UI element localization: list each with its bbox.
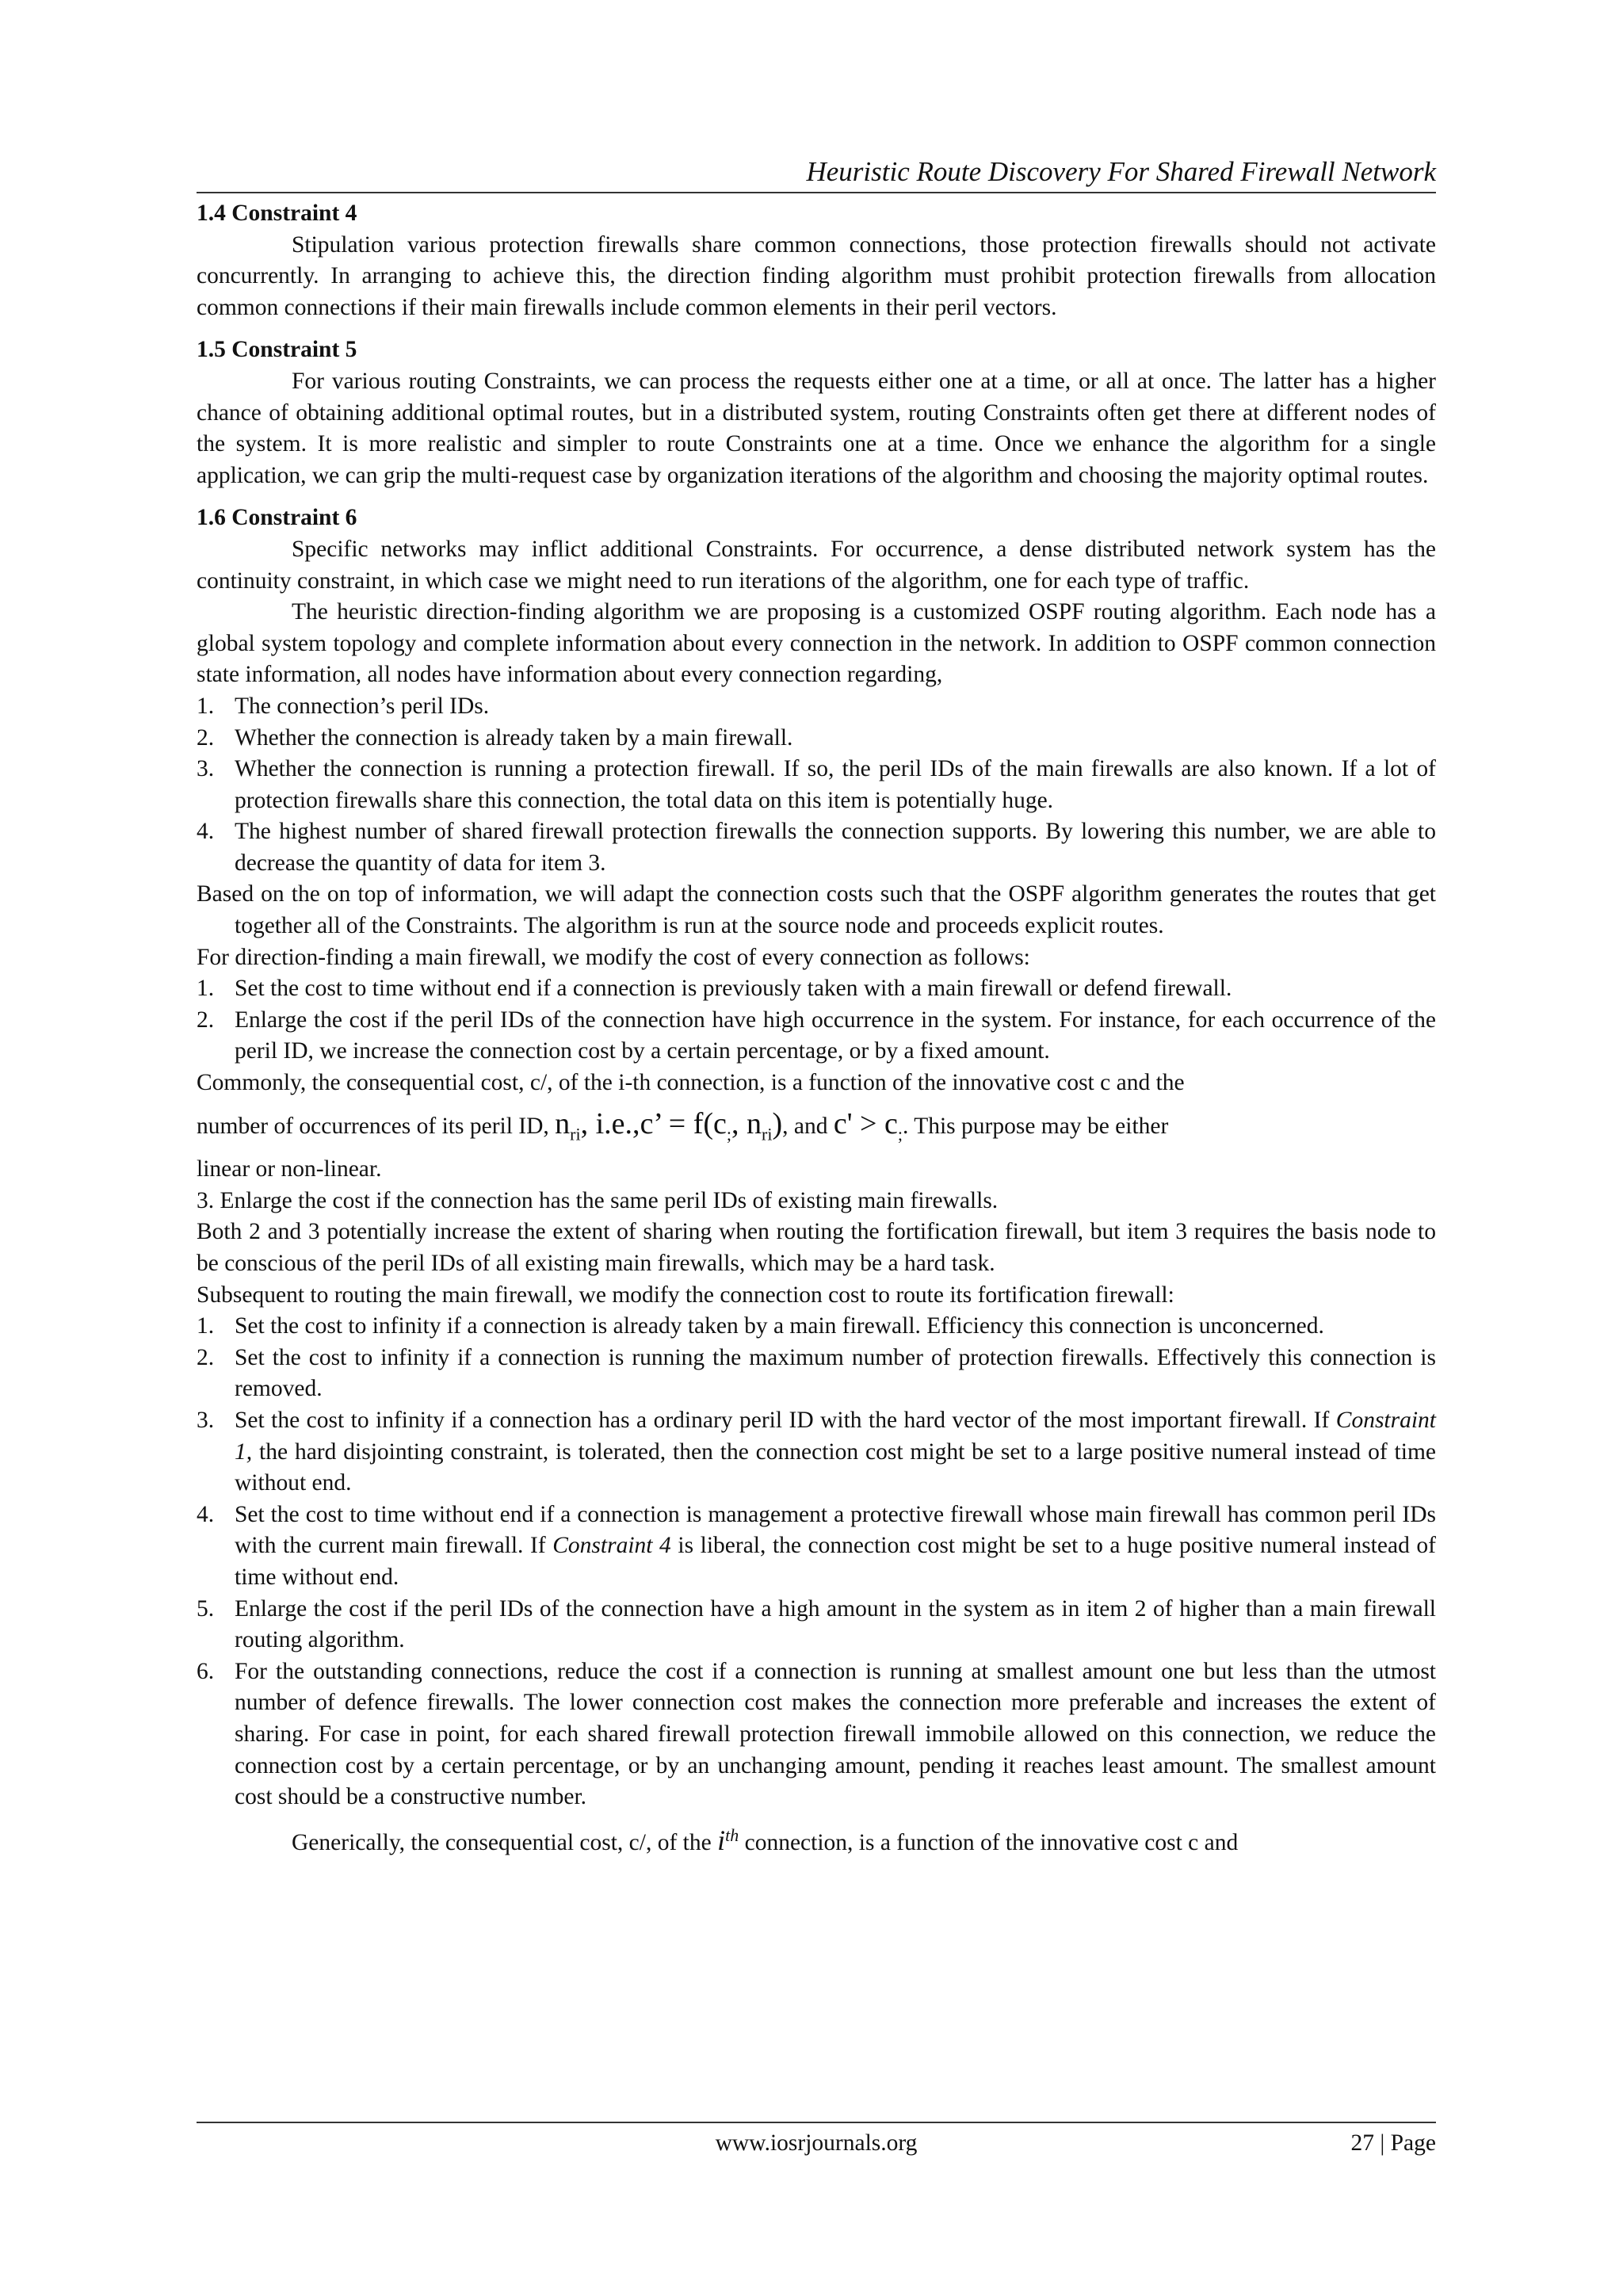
math-comma: , [731,1106,747,1140]
page-number: 27 | Page [1350,2130,1436,2156]
list-text: Set the cost to infinity if a connection is already taken by a main firewall. Efficiency this connection is unconcerned. [235,1313,1324,1339]
list-text: Whether the connection is running a protection firewall. If so, the peril IDs of the main firewalls are also known. If a lot of protection firewalls share this connection, the total data on this item is potentially huge. [235,756,1436,813]
list-emphasis: Constraint 4 [552,1533,671,1559]
list-text: The highest number of shared firewall protection firewalls the connection supports. By lowering this number, we are able to decrease the quantity of data for item 3. [235,819,1436,876]
list-item [197,1343,1436,1405]
paragraph: Specific networks may inflict additional Constraints. For occurrence, a dense distributed network system has the continuity constraint, in which case we might need to run iterations of the algorithm, one for each type of traffic. [197,536,1436,594]
math-sup-th: th [725,1824,739,1845]
paragraph: For various routing Constraints, we can process the requests either one at a time, or all at once. The latter has a higher chance of obtaining additional optimal routes, but in a distributed system, routing Constraints often get there at different nodes of the system. It is more realistic and simpler to route Constraints one at a time. Once we enhance the algorithm for a single application, we can grip the multi-request case by organization iterations of the algorithm and choosing the majority optimal routes. [197,368,1436,488]
list-number: 3. [197,1407,215,1433]
list-number: 4. [197,1501,215,1527]
list-emphasis: Constraint 1, [235,1407,1436,1465]
list-number: 1. [197,693,215,719]
section-heading-1-6: 1.6 Constraint 6 [197,505,357,531]
math-c-prime: c’ [640,1106,662,1140]
list-item [197,1186,1436,1217]
list-item [197,1311,1436,1343]
paragraph: Both 2 and 3 potentially increase the extent of sharing when routing the fortification firewall, but item 3 requires the basis node to be conscious of the peril IDs of all existing main firewalls, which may be a hard task. [197,1219,1436,1276]
list-text: Enlarge the cost if the peril IDs of the connection have a high amount in the system as in item 2 of higher than a main firewall routing algorithm. [235,1595,1436,1653]
header-rule [197,192,1436,193]
paragraph: Commonly, the consequential cost, c/, of the i-th connection, is a function of the innovative cost c and the [197,1070,1185,1096]
math-paren: ( [703,1106,714,1140]
list-item [197,691,1436,723]
math-n: n [555,1106,571,1140]
math-ie: , i.e., [580,1106,640,1140]
list-number: 5. [197,1595,215,1622]
list-text: the hard disjointing constraint, is tolerated, then the connection cost might be set to a large positive numeral instead of time without end. [235,1438,1436,1496]
formula-text: . This purpose may be either [902,1113,1169,1139]
paragraph [197,1820,1436,1859]
list-text: Enlarge the cost if the connection has the same peril IDs of existing main firewalls. [220,1187,999,1213]
formula-math [555,1106,783,1144]
list-number: 4. [197,819,215,845]
list-number: 2. [197,1007,215,1033]
numbered-list [197,973,1436,1068]
math-paren: ) [772,1106,783,1140]
formula-math [833,1106,903,1144]
list-text: The connection’s peril IDs. [235,693,490,719]
section-heading-1-5: 1.5 Constraint 5 [197,337,357,363]
paragraph-text: Generically, the consequential cost, c/, of the [292,1829,718,1855]
math-sub-ri: ri [570,1124,581,1144]
list-number: 2. [197,1344,215,1370]
list-number: 3. [197,756,215,782]
list-item [197,1594,1436,1656]
list-text: Enlarge the cost if the peril IDs of the connection have high occurrence in the system. For instance, for each occurrence of the peril ID, we increase the connection cost by a certain percentage, or by a fixed amount. [235,1007,1436,1064]
math-sub: ; [726,1124,732,1144]
paragraph: For direction-finding a main firewall, we modify the cost of every connection as follows: [197,944,1030,970]
list-item [197,723,1436,755]
list-item [197,816,1436,879]
list-item [197,973,1436,1005]
numbered-list [197,1311,1436,1813]
math-sub-ri: ri [762,1124,773,1144]
list-text: Set the cost to time without end if a connection is management a protective firewall whose main firewall has common peril IDs with the current main firewall. If [235,1501,1436,1559]
list-text: Set the cost to infinity if a connection is running the maximum number of protection firewalls. Effectively this connection is removed. [235,1344,1436,1402]
math-f: f [693,1106,704,1140]
formula-text: , and [782,1113,834,1139]
paragraph: Subsequent to routing the main firewall, we modify the connection cost to route its fortification firewall: [197,1282,1174,1308]
math-inequality: c' > c [833,1106,898,1140]
list-item [197,1656,1436,1813]
numbered-list [197,691,1436,880]
formula-line [197,1104,1436,1155]
paragraph-text: connection, is a function of the innovative cost c and [739,1829,1239,1855]
list-item [197,1005,1436,1068]
list-text: Set the cost to infinity if a connection has a ordinary peril ID with the hard vector of the most important firewall. If [235,1407,1336,1433]
list-number: 2. [197,724,215,751]
list-text: Set the cost to time without end if a connection is previously taken with a main firewall or defend firewall. [235,976,1232,1002]
math-i: i [717,1824,726,1856]
list-text: Whether the connection is already taken by a main firewall. [235,724,793,751]
list-number: 3. [197,1187,215,1213]
page-body [197,198,1436,1859]
section-heading-1-4: 1.4 Constraint 4 [197,201,357,226]
list-text: is liberal, the connection cost might be set to a huge positive numeral instead of time without end. [235,1533,1436,1590]
math-c: c [713,1106,727,1140]
numbered-list [197,1186,1436,1217]
math-equals: = [661,1106,693,1140]
running-header: Heuristic Route Discovery For Shared Firewall Network [806,156,1436,187]
paragraph: The heuristic direction-finding algorithm we are proposing is a customized OSPF routing algorithm. Each node has a global system topology and complete information about every connection in the network. In addition to OSPF common connection state information, all nodes have information about every connection regarding, [197,599,1436,688]
list-text: For the outstanding connections, reduce the cost if a connection is running at smallest amount one but less than the utmost number of defence firewalls. The lower connection cost makes the connection more preferable and increases the extent of sharing. For case in point, for each shared firewall protection firewall immobile allowed on this connection, we reduce the connection cost by a certain percentage, or by an unchanging amount, pending it reaches least amount. The smallest amount cost should be a constructive number. [235,1658,1436,1810]
list-item [197,754,1436,816]
list-item [197,1499,1436,1594]
math-sub: ; [897,1124,903,1144]
paragraph: linear or non-linear. [197,1156,382,1182]
math-n: n [747,1106,762,1140]
list-number: 1. [197,976,215,1002]
formula-text: number of occurrences of its peril ID, [197,1113,556,1139]
footer-rule [197,2122,1436,2123]
list-number: 6. [197,1658,215,1684]
paragraph: Stipulation various protection firewalls share common connections, those protection firewalls should not activate concurrently. In arranging to achieve this, the direction finding algorithm must prohibit protection firewalls from allocation common connections if their main firewalls include common elements in their peril vectors. [197,231,1436,320]
journal-website: www.iosrjournals.org [715,2130,918,2156]
list-item [197,1405,1436,1499]
list-number: 1. [197,1313,215,1339]
paragraph: Based on the on top of information, we will adapt the connection costs such that the OSPF algorithm generates the routes that get together all of the Constraints. The algorithm is run at the source node and proceeds explicit routes. [197,881,1436,939]
